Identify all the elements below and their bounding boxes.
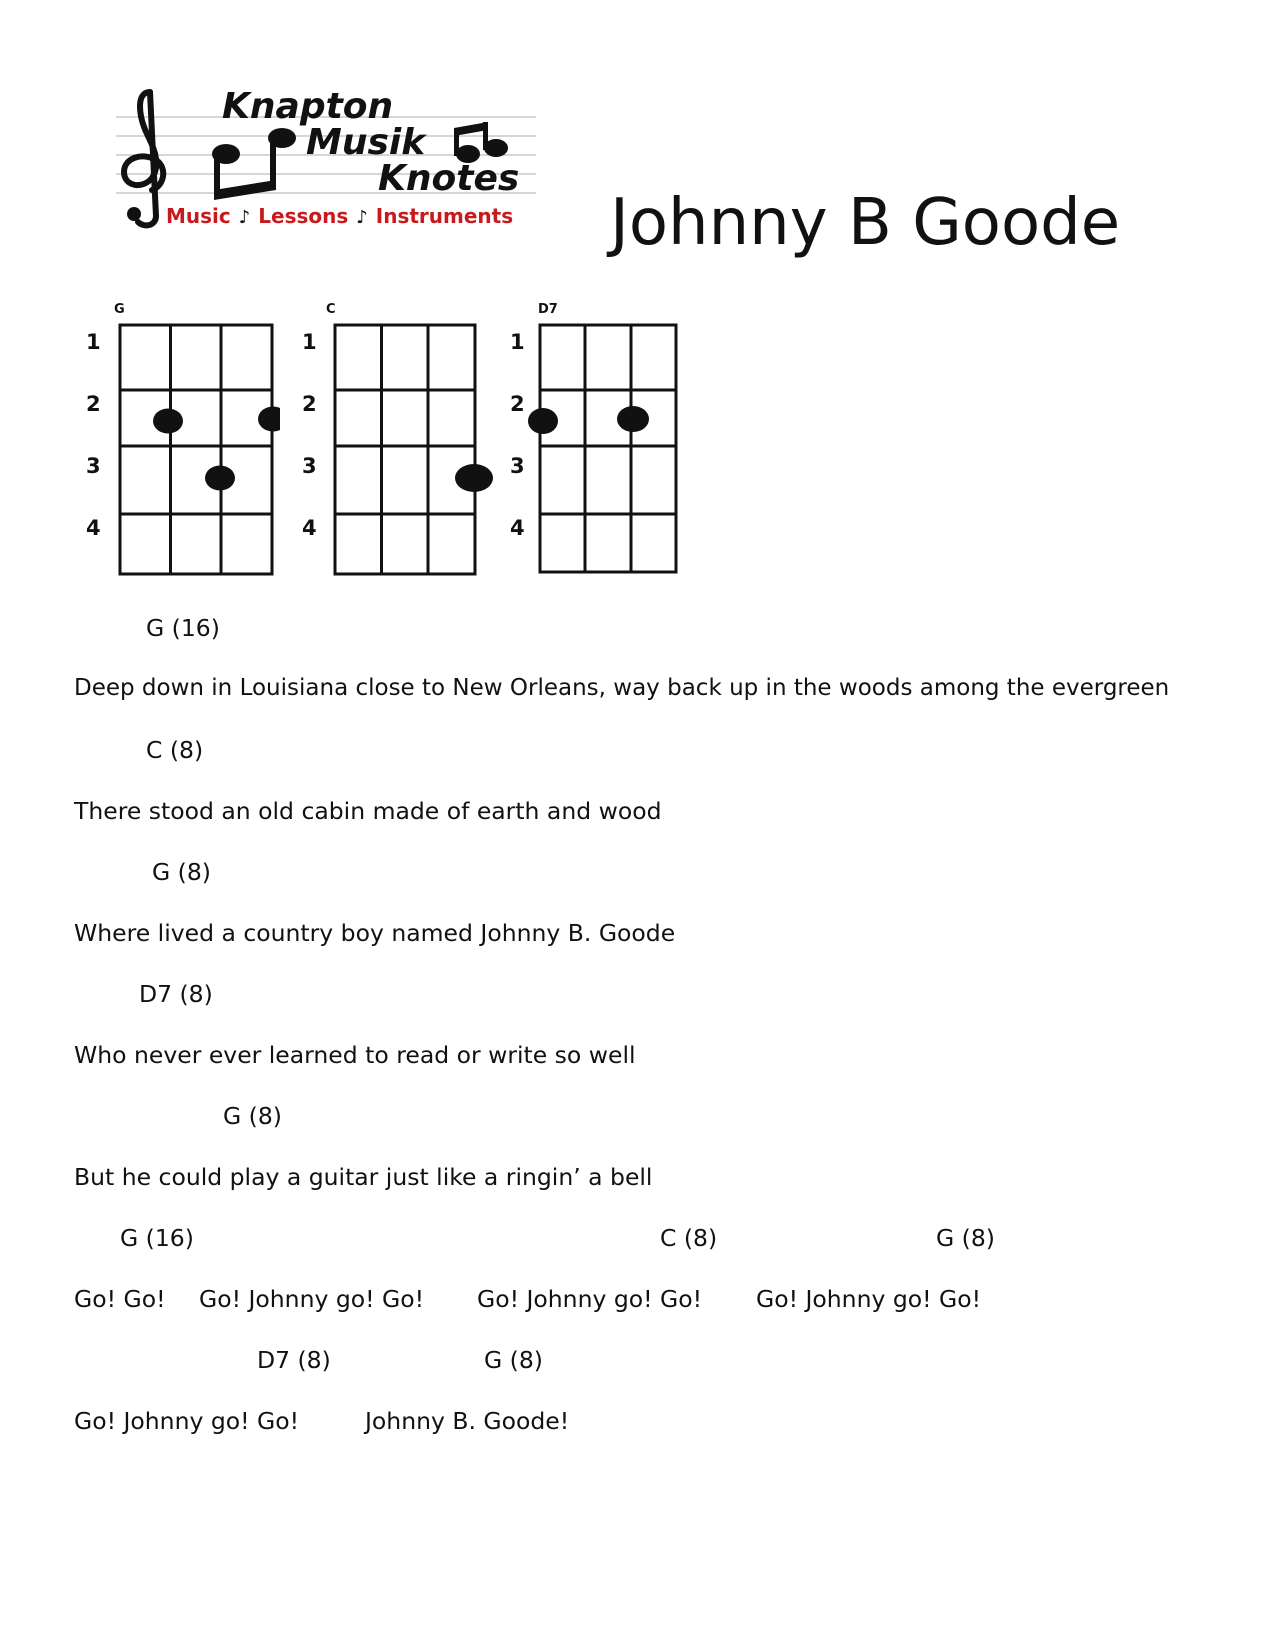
- lyric-text: Go! Johnny go! Go!: [74, 1407, 300, 1435]
- fretboard-grid: [80, 300, 280, 576]
- fret-label-4: 4: [302, 516, 317, 540]
- lyric-text: Who never ever learned to read or write so well: [74, 1041, 636, 1069]
- logo-tagline: [166, 204, 513, 228]
- fret-label-3: 3: [86, 454, 101, 478]
- eighth-notes-icon: [212, 128, 296, 200]
- chord-label: D7 (8): [139, 980, 213, 1008]
- lyric-text: Deep down in Louisiana close to New Orleans, way back up in the woods among the evergreen: [74, 675, 1170, 701]
- chord-label: C (8): [146, 736, 204, 764]
- finger-dot: [153, 409, 183, 434]
- tagline-lessons: Lessons: [258, 204, 349, 228]
- chord-label: G (16): [120, 1224, 194, 1252]
- chord-label: G (8): [484, 1346, 543, 1374]
- logo-word-musik: Musik: [306, 122, 426, 163]
- finger-dot: [617, 406, 649, 432]
- lyric-text: Go! Go!: [74, 1285, 166, 1313]
- lyric-text: Go! Johnny go! Go!: [756, 1285, 982, 1313]
- chord-label: C (8): [660, 1224, 718, 1252]
- fret-label-1: 1: [302, 330, 317, 354]
- finger-dot: [258, 407, 280, 432]
- lyric-text: Go! Johnny go! Go!: [199, 1285, 425, 1313]
- fret-label-3: 3: [302, 454, 317, 478]
- note-icon: ♪: [238, 207, 251, 228]
- tagline-instruments: Instruments: [375, 204, 514, 228]
- fretboard-grid: [296, 300, 502, 576]
- fret-label-2: 2: [510, 392, 525, 416]
- finger-dot: [528, 408, 558, 434]
- finger-dot: [205, 466, 235, 491]
- lyric-line: [74, 675, 1170, 731]
- chord-label: G (8): [152, 858, 211, 886]
- chord-label: G (8): [936, 1224, 995, 1252]
- lyric-line: [74, 1407, 570, 1491]
- lyric-line: [74, 1163, 653, 1219]
- chord-name: G: [114, 302, 125, 317]
- chord-line: [74, 858, 211, 914]
- chord-line: [74, 614, 220, 670]
- lyric-text: Go! Johnny go! Go!: [477, 1285, 703, 1313]
- chord-line: [74, 1102, 282, 1158]
- chord-line: [74, 980, 213, 1036]
- chord-diagram-d7: [504, 300, 684, 576]
- chord-label: G (16): [146, 614, 220, 642]
- fretboard-grid: [504, 300, 684, 576]
- tagline-music: Music: [166, 204, 231, 228]
- logo-word-knapton: Knapton: [222, 86, 394, 127]
- chord-label: G (8): [223, 1102, 282, 1130]
- lyric-text: But he could play a guitar just like a ringin’ a bell: [74, 1163, 653, 1191]
- fret-label-2: 2: [86, 392, 101, 416]
- chord-diagram-g: [80, 300, 280, 576]
- logo-word-knotes: Knotes: [378, 158, 520, 199]
- song-title: Johnny B Goode: [610, 186, 1121, 260]
- lyric-line: [74, 797, 662, 853]
- fret-label-2: 2: [302, 392, 317, 416]
- clef-dot: [127, 207, 141, 221]
- fret-label-1: 1: [86, 330, 101, 354]
- lyric-text: There stood an old cabin made of earth and wood: [74, 797, 662, 825]
- chord-line: [74, 736, 204, 792]
- chord-name: D7: [538, 302, 558, 317]
- chord-diagram-c: [296, 300, 502, 576]
- fret-label-4: 4: [86, 516, 101, 540]
- note-icon: ♪: [356, 207, 368, 228]
- fret-label-4: 4: [510, 516, 525, 540]
- treble-clef-icon: [124, 92, 163, 225]
- lyric-line: [74, 1041, 636, 1097]
- chord-name: C: [326, 302, 336, 317]
- fret-label-3: 3: [510, 454, 525, 478]
- lyric-line: [74, 919, 676, 975]
- lyric-text: Johnny B. Goode!: [365, 1407, 570, 1435]
- lyric-text: Where lived a country boy named Johnny B. Goode: [74, 919, 676, 947]
- logo: [116, 86, 541, 238]
- chord-label: D7 (8): [257, 1346, 331, 1374]
- fret-label-1: 1: [510, 330, 525, 354]
- beamed-notes-icon: [454, 122, 508, 163]
- finger-dot: [455, 464, 493, 492]
